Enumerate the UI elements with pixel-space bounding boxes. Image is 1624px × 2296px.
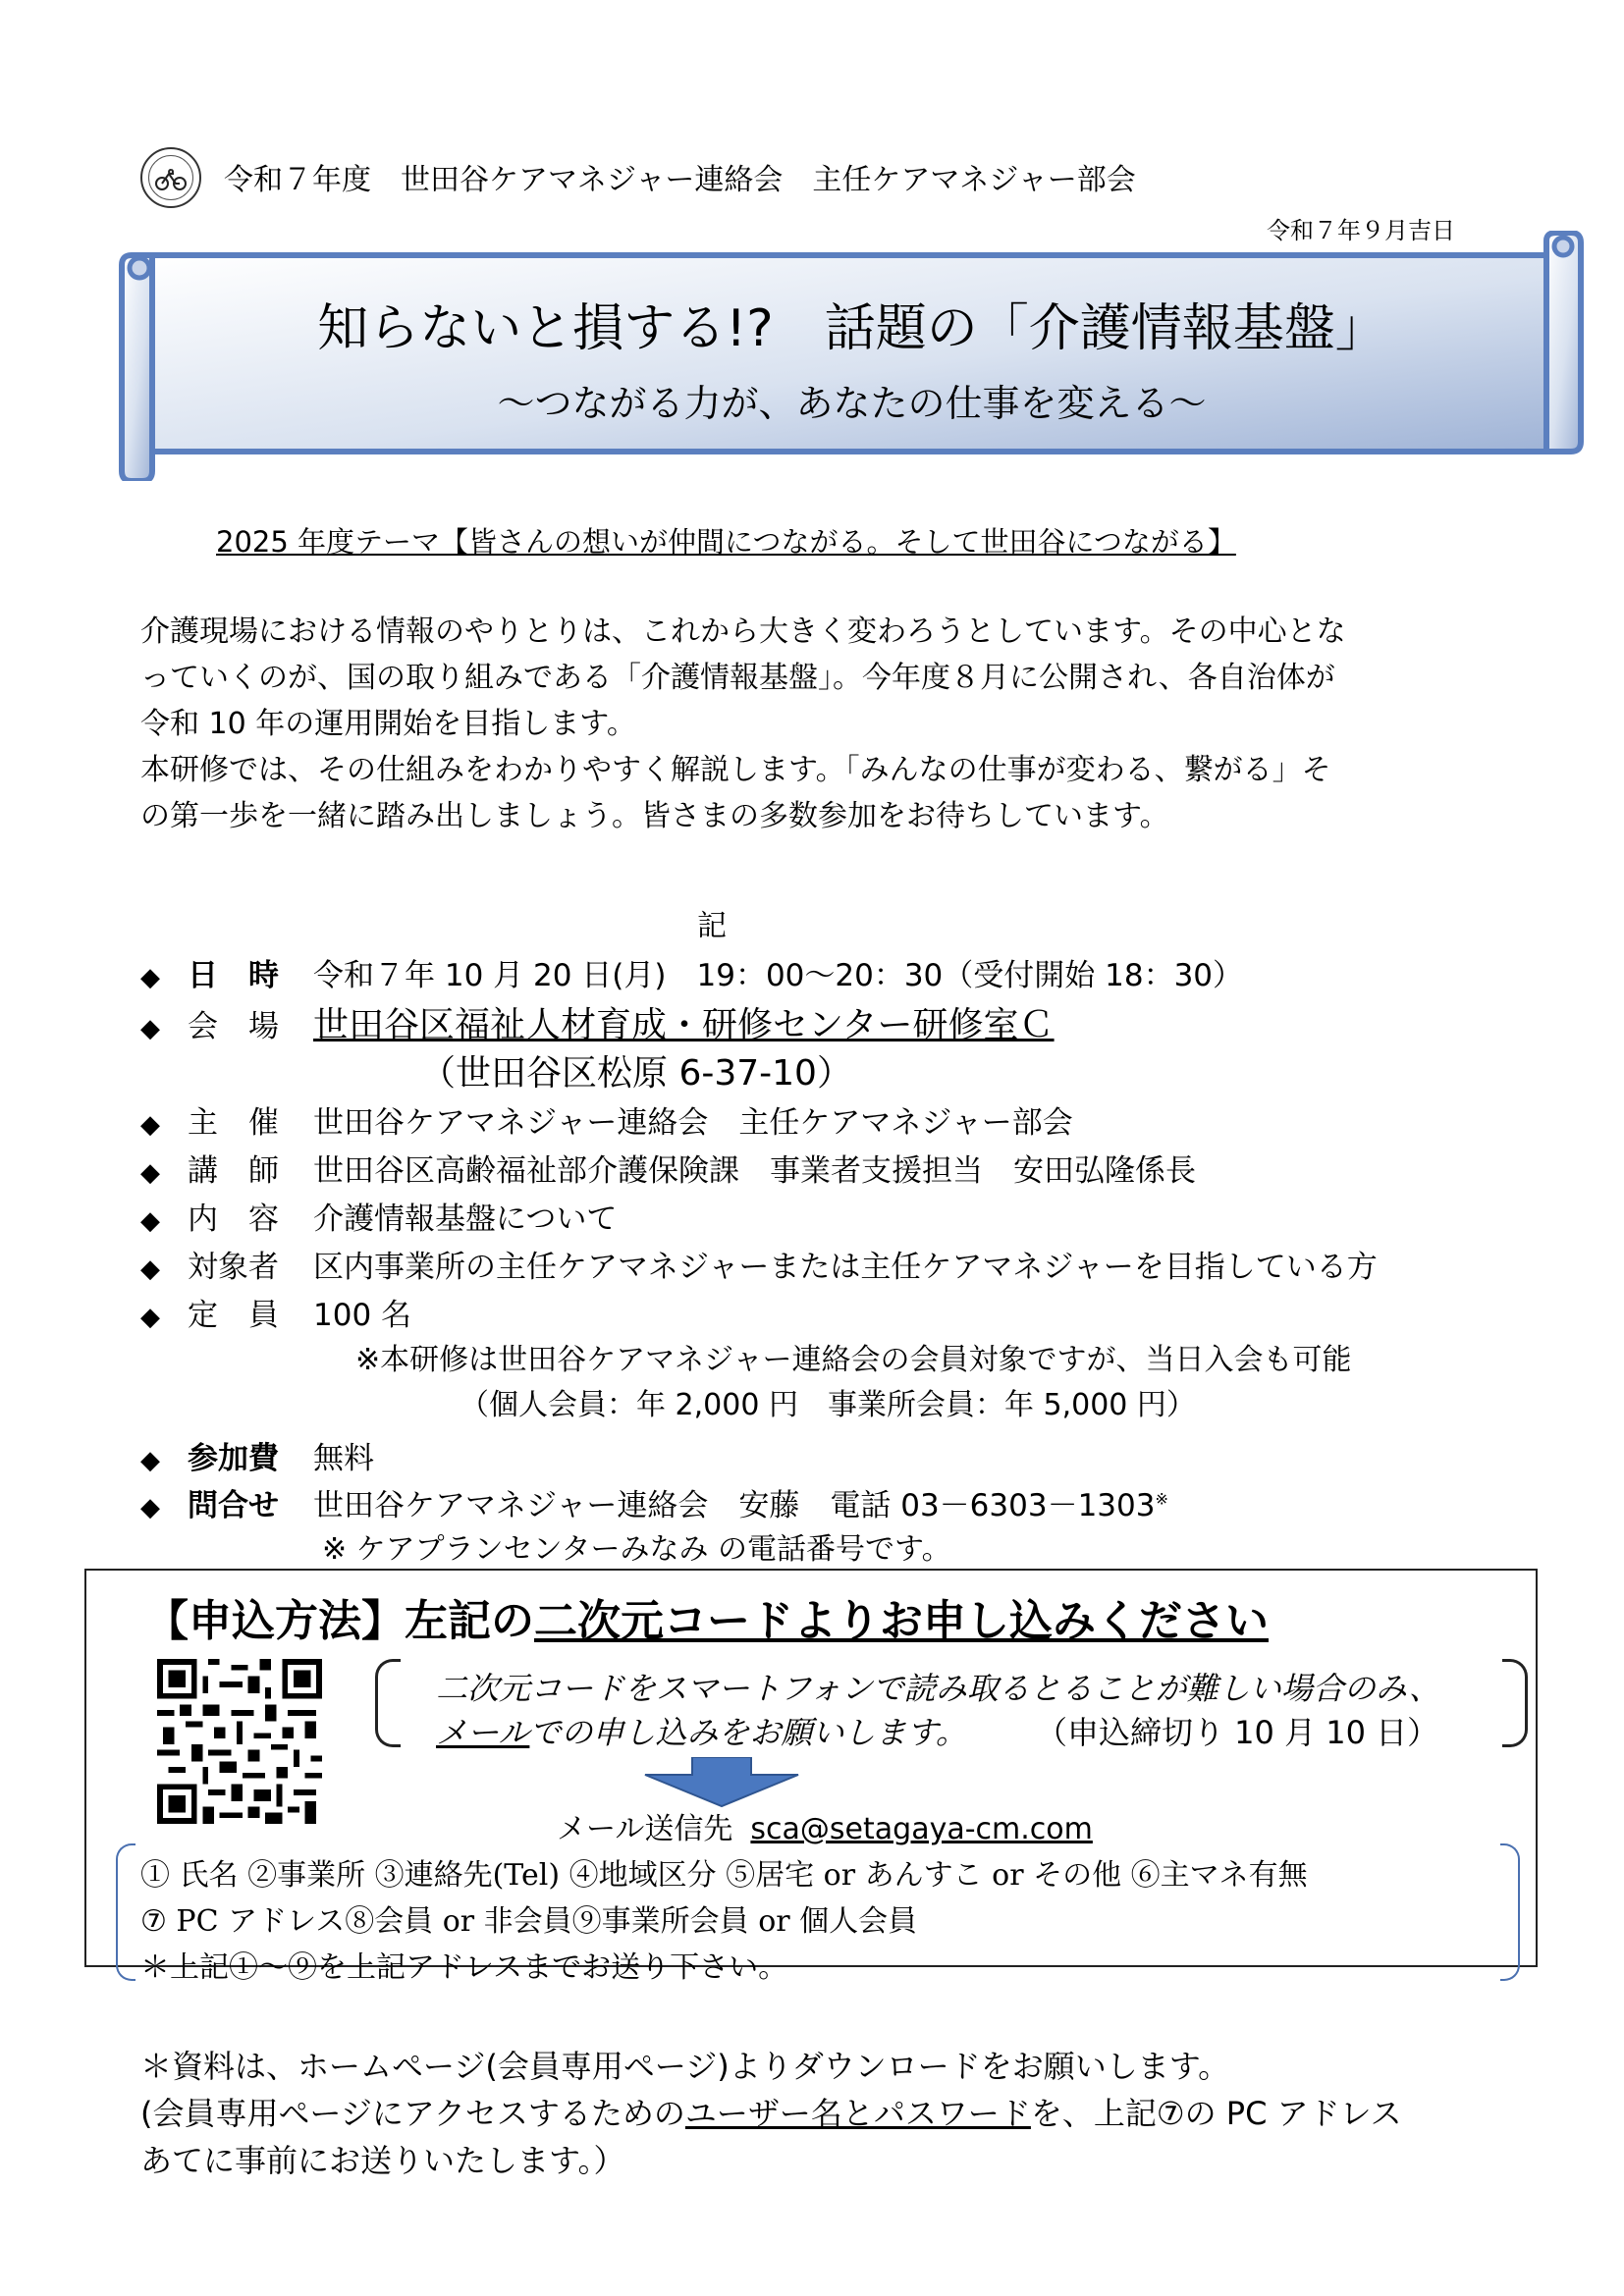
detail-venue — [140, 997, 1055, 1047]
diamond-bullet-icon: ◆ — [140, 1255, 160, 1284]
detail-value: 世田谷区高齢福祉部介護保険課 事業者支援担当 安田弘隆係長 — [313, 1153, 1196, 1189]
footer-account-a: (会員専用ページにアクセスするための — [140, 2095, 685, 2132]
detail-label: 主 催 — [188, 1105, 279, 1141]
mail-word: メール — [436, 1714, 530, 1751]
right-bracket — [1500, 1843, 1520, 1981]
diamond-bullet-icon: ◆ — [140, 1206, 160, 1236]
detail-date — [140, 950, 1243, 994]
detail-value: 令和７年 10 月 20 日(月) 19：00～20：30（受付開始 18：30） — [313, 958, 1244, 993]
issue-date: 令和７年９月吉日 — [1267, 217, 1455, 244]
application-title-prefix: 【申込方法】左記の — [145, 1596, 534, 1646]
detail-value: 無料 — [313, 1441, 374, 1476]
ki-heading: 記 — [697, 909, 727, 943]
diamond-bullet-icon: ◆ — [140, 1446, 160, 1475]
diamond-bullet-icon: ◆ — [140, 1303, 160, 1332]
intro-line: 令和 10 年の運用開始を目指します。 — [140, 707, 636, 741]
detail-value: 介護情報基盤について — [313, 1201, 618, 1237]
detail-fee — [140, 1433, 374, 1477]
diamond-bullet-icon: ◆ — [140, 1014, 160, 1043]
contact-note: ※ ケアプランセンターみなみ の電話番号です。 — [322, 1532, 951, 1567]
detail-label: 講 師 — [188, 1153, 279, 1189]
left-bracket — [116, 1843, 135, 1981]
footer-account-credentials: ユーザー名とパスワード — [684, 2095, 1031, 2132]
intro-line: 介護現場における情報のやりとりは、これから大きく変わろうとしています。その中心とな — [140, 614, 1346, 649]
association-logo — [140, 147, 201, 208]
footer-download-note: ＊資料は、ホームページ(会員専用ページ)よりダウンロードをお願いします。 — [140, 2048, 1230, 2085]
detail-lecturer — [140, 1146, 1196, 1190]
venue-address: （世田谷区松原 6-37-10） — [420, 1053, 852, 1094]
venue-name: 世田谷区福祉人材育成・研修センター研修室Ｃ — [313, 1005, 1055, 1045]
intro-paragraph — [140, 609, 1505, 839]
bicycle-icon — [154, 164, 188, 191]
diamond-bullet-icon: ◆ — [140, 1110, 160, 1140]
email-request-notice — [436, 1708, 1438, 1753]
contact-text: 世田谷ケアマネジャー連絡会 安藤 電話 03－6303－1303 — [313, 1488, 1156, 1523]
footer-account-note-end: あてに事前にお送りいたします。） — [140, 2142, 625, 2179]
footer-account-b: を、上記⑦の PC アドレス — [1030, 2095, 1402, 2132]
membership-fee-note: （個人会員：年 2,000 円 事業所会員：年 5,000 円） — [460, 1388, 1196, 1422]
diamond-bullet-icon: ◆ — [140, 963, 160, 992]
detail-label: 日 時 — [188, 958, 279, 993]
footer-account-note — [140, 2089, 1402, 2134]
detail-label: 問合せ — [188, 1488, 279, 1523]
intro-line: 本研修では、その仕組みをわかりやすく解説します。「みんなの仕事が変わる、繋がる」そ — [140, 753, 1331, 787]
required-items-line: ① 氏名 ②事業所 ③連絡先(Tel) ④地域区分 ⑤居宅 or あんすこ or その他 ⑥主マネ有無 — [140, 1858, 1308, 1893]
required-items-line: ⑦ PC アドレス⑧会員 or 非会員⑨事業所会員 or 個人会員 — [140, 1904, 918, 1939]
intro-line: っていくのが、国の取り組みである「介護情報基盤」。今年度８月に公開され、各自治体が — [140, 661, 1335, 695]
detail-value: 100 名 — [313, 1298, 412, 1333]
email-request-rest: での申し込みをお願いします。 — [529, 1714, 967, 1751]
detail-label: 定 員 — [188, 1298, 279, 1333]
detail-value: 区内事業所の主任ケアマネジャーまたは主任ケアマネジャーを目指している方 — [313, 1250, 1378, 1285]
qr-difficulty-notice: 二次元コードをスマートフォンで読み取るとることが難しい場合のみ、 — [436, 1670, 1440, 1707]
application-title-main: 二次元コードよりお申し込みください — [534, 1596, 1269, 1646]
diamond-bullet-icon: ◆ — [140, 1158, 160, 1188]
detail-capacity — [140, 1290, 411, 1334]
detail-label: 対象者 — [188, 1250, 279, 1285]
intro-line: の第一歩を一緒に踏み出しましょう。皆さまの多数参加をお待ちしています。 — [140, 799, 1169, 833]
diamond-bullet-icon: ◆ — [140, 1493, 160, 1522]
footnote-mark: ※ — [1155, 1489, 1168, 1509]
right-parenthesis — [1502, 1659, 1528, 1747]
required-items-note: ＊上記①～⑨を上記アドレスまでお送り下さい。 — [140, 1950, 788, 1985]
banner-subtitle: ～つながる力が、あなたの仕事を変える～ — [497, 382, 1207, 425]
mail-address-link[interactable]: sca@setagaya-cm.com — [750, 1812, 1093, 1846]
organization-name: 令和７年度 世田谷ケアマネジャー連絡会 主任ケアマネジャー部会 — [224, 163, 1136, 197]
mail-label: メール送信先 — [557, 1812, 733, 1846]
detail-value: 世田谷ケアマネジャー連絡会 主任ケアマネジャー部会 — [313, 1105, 1073, 1141]
detail-host — [140, 1097, 1073, 1142]
detail-label: 参加費 — [188, 1441, 279, 1476]
detail-contact — [140, 1480, 1168, 1524]
banner-title: 知らないと損する!? 話題の「介護情報基盤」 — [317, 299, 1386, 358]
detail-target — [140, 1242, 1378, 1286]
application-title — [145, 1585, 1269, 1648]
mail-destination — [557, 1804, 1093, 1847]
membership-note: ※本研修は世田谷ケアマネジャー連絡会の会員対象ですが、当日入会も可能 — [355, 1343, 1352, 1377]
detail-label: 内 容 — [188, 1201, 279, 1237]
left-parenthesis — [375, 1659, 401, 1747]
qr-code-icon[interactable] — [157, 1659, 322, 1824]
down-arrow-icon — [643, 1757, 800, 1808]
annual-theme: 2025 年度テーマ【皆さんの想いが仲間につながる。そして世田谷につながる】 — [216, 525, 1236, 559]
application-deadline: （申込締切り 10 月 10 日） — [1036, 1714, 1439, 1751]
detail-label: 会 場 — [188, 1009, 279, 1044]
detail-value — [313, 1480, 1168, 1524]
detail-content — [140, 1194, 617, 1238]
